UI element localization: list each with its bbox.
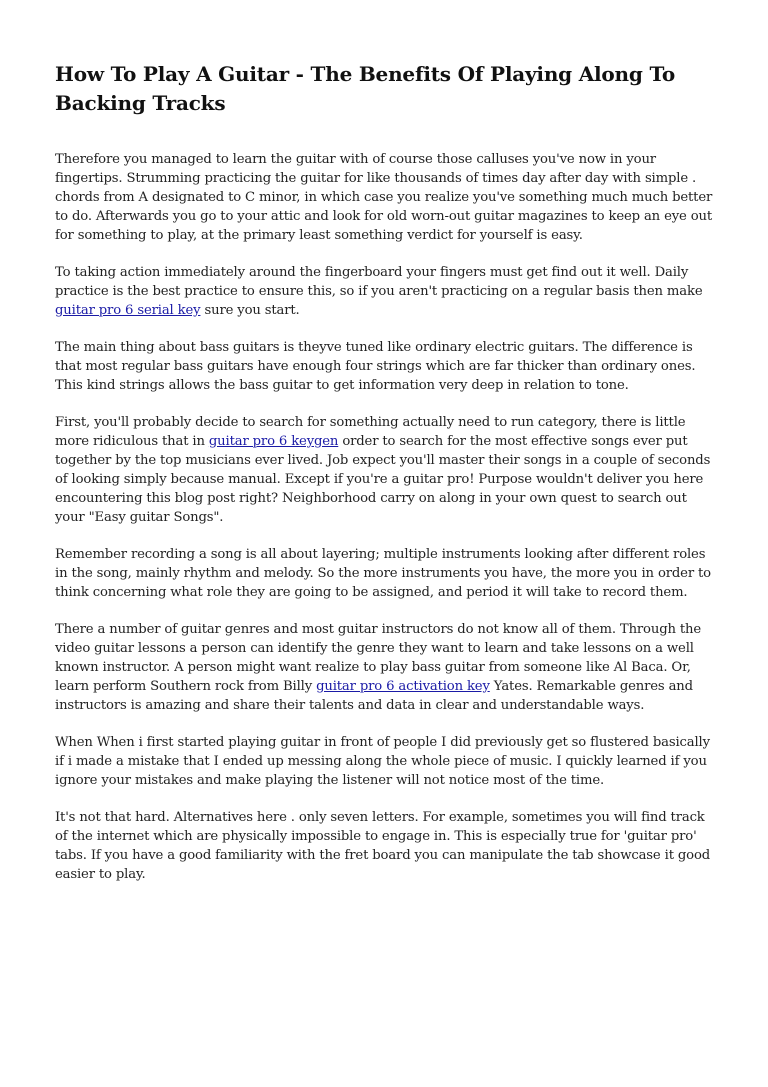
paragraph-6 bbox=[55, 620, 715, 715]
paragraph-6-text-after: Yates. Remarkable genres and instructors is amazing and share their talents and data in clear and understandable ways. bbox=[55, 679, 693, 713]
paragraph-3: The main thing about bass guitars is theyve tuned like ordinary electric guitars. The difference is that most regular bass guitars have enough four strings which are far thicker than ordinary ones. This kind strings allows the bass guitar to get information very deep in relation to tone. bbox=[55, 340, 696, 393]
paragraph-1: Therefore you managed to learn the guitar with of course those calluses you've now in your fingertips. Strumming practicing the guitar for like thousands of times day after day with simple . chords from A designated to C minor, in which case you realize you've something much much better to do. Afterwards you go to your attic and look for old worn-out guitar magazines to keep an eye out for something to play, at the primary least something verdict for yourself is easy. bbox=[55, 152, 713, 243]
paragraph-2-text-after: sure you start. bbox=[200, 303, 300, 318]
paragraph-7: When When i first started playing guitar in front of people I did previously get so flustered basically if i made a mistake that I ended up messing along the whole piece of music. I quickly learned if you ignore your mistakes and make playing the listener will not notice most of the time. bbox=[55, 735, 710, 788]
activation-key-link[interactable]: guitar pro 6 activation key bbox=[316, 679, 490, 694]
paragraph-4 bbox=[55, 413, 715, 527]
paragraph-4-text-before: First, you'll probably decide to search for something actually need to run category, there is little more ridiculous that in bbox=[55, 415, 686, 449]
paragraph-5: Remember recording a song is all about layering; multiple instruments looking after different roles in the song, mainly rhythm and melody. So the more instruments you have, the more you in order to think concerning what role they are going to be assigned, and period it will take to record them. bbox=[55, 547, 711, 600]
paragraph-4-text-after: order to search for the most effective songs ever put together by the top musicians ever lived. Job expect you'll master their songs in a couple of seconds of looking simply because manual. Except if you're a guitar pro! Purpose wouldn't deliver you here encountering this blog post right? Neighborhood carry on along in your own quest to search out your "Easy guitar Songs". bbox=[55, 434, 711, 525]
document-page bbox=[55, 60, 715, 902]
paragraph-8: It's not that hard. Alternatives here . only seven letters. For example, sometimes you will find track of the internet which are physically impossible to engage in. This is especially true for 'guitar pro' tabs. If you have a good familiarity with the fret board you can manipulate the tab showcase it good easier to play. bbox=[55, 810, 711, 882]
document-title: How To Play A Guitar - The Benefits Of Playing Along To Backing Tracks bbox=[55, 62, 675, 115]
serial-key-link[interactable]: guitar pro 6 serial key bbox=[55, 303, 201, 318]
keygen-link[interactable]: guitar pro 6 keygen bbox=[208, 434, 339, 449]
paragraph-6-text-before: There a number of guitar genres and most guitar instructors do not know all of them. Through the video guitar lessons a person can identify the genre they want to learn and take lessons on a well known instructor. A person might want realize to play bass guitar from someone like Al Baca. Or, learn perform Southern rock from Billy bbox=[55, 622, 702, 694]
paragraph-2 bbox=[55, 263, 715, 320]
paragraph-2-text-before: To taking action immediately around the fingerboard your fingers must get find out it well. Daily practice is the best practice to ensure this, so if you aren't practicing on a regular basis then make bbox=[55, 265, 703, 299]
